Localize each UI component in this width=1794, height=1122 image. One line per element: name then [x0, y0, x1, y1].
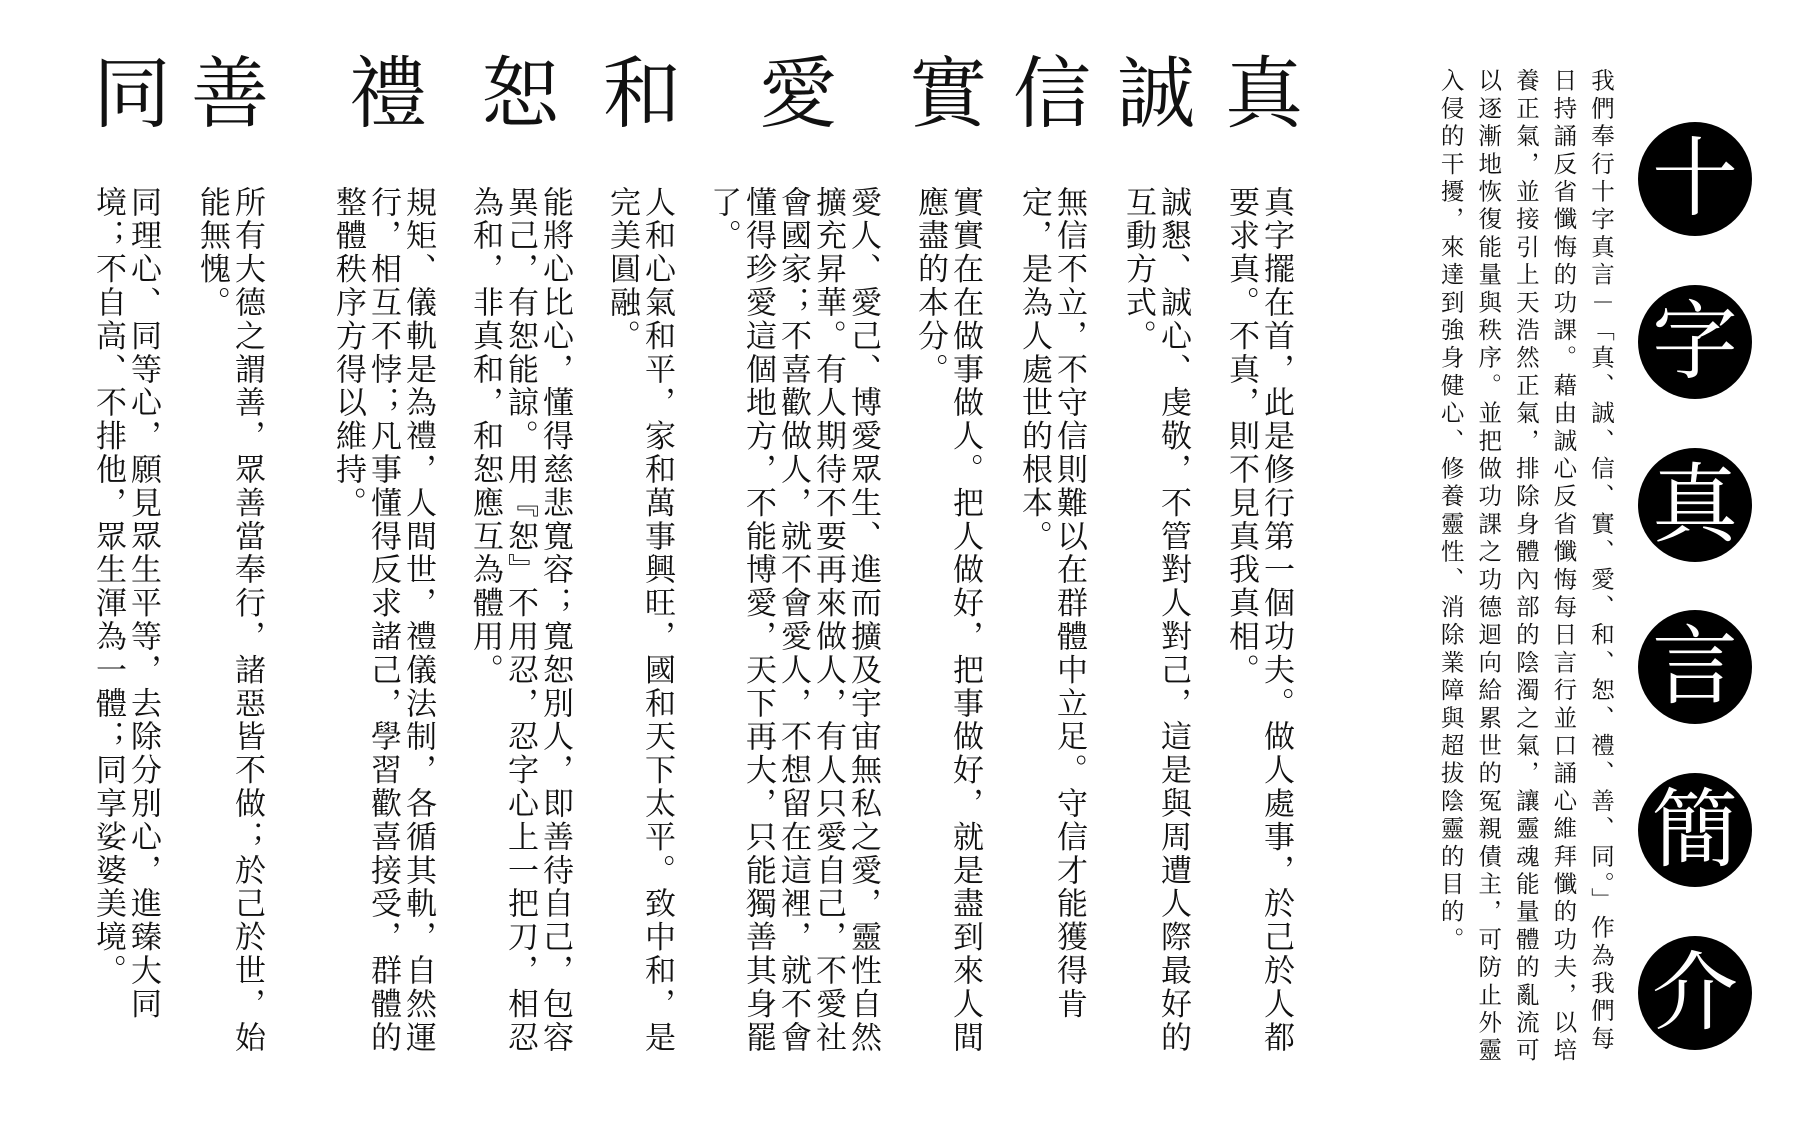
heading-shan: 善 — [178, 52, 268, 130]
heading-zhen: 真 — [1212, 52, 1302, 130]
heading-shi: 實 — [896, 52, 986, 130]
section-xin-body: 無信不立，不守信則難以在群體中立足。守信才能獲得肯定，是為人處世的根本。 — [1016, 186, 1087, 1021]
section-cheng-body: 誠懇、誠心、虔敬，不管對人對己，這是與周遭人際最好的互動方式。 — [1120, 186, 1191, 1055]
section-tong-body: 同理心、同等心，願見眾生平等，去除分別心，進臻大同境；不自高、不排他，眾生渾為一體；同享娑婆美境。 — [90, 186, 161, 1021]
intro-paragraph: 我們奉行十字真言－「真、誠、信、實、愛、和、恕、禮、善、同。」作為我們每日持誦反省懺悔的功課。藉由誠心反省懺悔每日言行並口誦心維拜懺的功夫，以培養正氣，並接引上天浩然正氣，排除身體內部的陰濁之氣，讓靈魂能量體的亂流可以逐漸地恢復能量與秩序。並把做功課之功德迴向給累世的冤親債主，可防止外靈入侵的干擾，來達到強身健心、修養靈性、消除業障與超拔陰靈的目的。 — [1436, 68, 1615, 1066]
heading-tong: 同 — [80, 52, 170, 130]
heading-he: 和 — [590, 52, 680, 130]
title-char: 簡 — [1638, 773, 1752, 887]
section-zhen-body: 真字擺在首，此是修行第一個功夫。做人處事，於己於人都要求真。不真，則不見真我真相。 — [1223, 186, 1294, 1055]
heading-ai: 愛 — [746, 52, 836, 130]
section-li-body: 規矩、儀軌是為禮，人間世，禮儀法制，各循其軌，自然運行，相互不悖；凡事懂得反求諸己，學習歡喜接受，群體的整體秩序方得以維持。 — [330, 186, 436, 1055]
section-shu-body: 能將心比心，懂得慈悲寬容；寬恕別人，即善待自己，包容異己，有恕能諒。用『恕』不用忍，忍字心上一把刀，相忍為和，非真和，和恕應互為體用。 — [467, 186, 573, 1055]
title-char: 介 — [1638, 936, 1752, 1050]
heading-li: 禮 — [336, 52, 426, 130]
section-he-body: 人和心氣和平，家和萬事興旺，國和天下太平。致中和，是完美圓融。 — [604, 186, 675, 1055]
title-char: 言 — [1638, 610, 1752, 724]
heading-xin: 信 — [1000, 52, 1090, 130]
title-char: 十 — [1638, 122, 1752, 236]
heading-shu: 恕 — [468, 52, 558, 130]
section-shi-body: 實實在在做事做人。把人做好，把事做好，就是盡到來人間應盡的本分。 — [912, 186, 983, 1055]
title-column — [1636, 122, 1754, 1050]
title-char: 字 — [1638, 285, 1752, 399]
section-ai-body: 愛人、愛己、博愛眾生、進而擴及宇宙無私之愛，靈性自然擴充昇華。有人期待不要再來做人，有人只愛自己，不愛社會國家；不喜歡做人，就不會愛人，不想留在這裡，就不會懂得珍愛這個地方，不能博愛，天下再大，只能獨善其身罷了。 — [705, 186, 881, 1055]
heading-cheng: 誠 — [1104, 52, 1194, 130]
title-char: 真 — [1638, 448, 1752, 562]
section-shan-body: 所有大德之謂善，眾善當奉行，諸惡皆不做；於己於世，始能無愧。 — [194, 186, 265, 1055]
